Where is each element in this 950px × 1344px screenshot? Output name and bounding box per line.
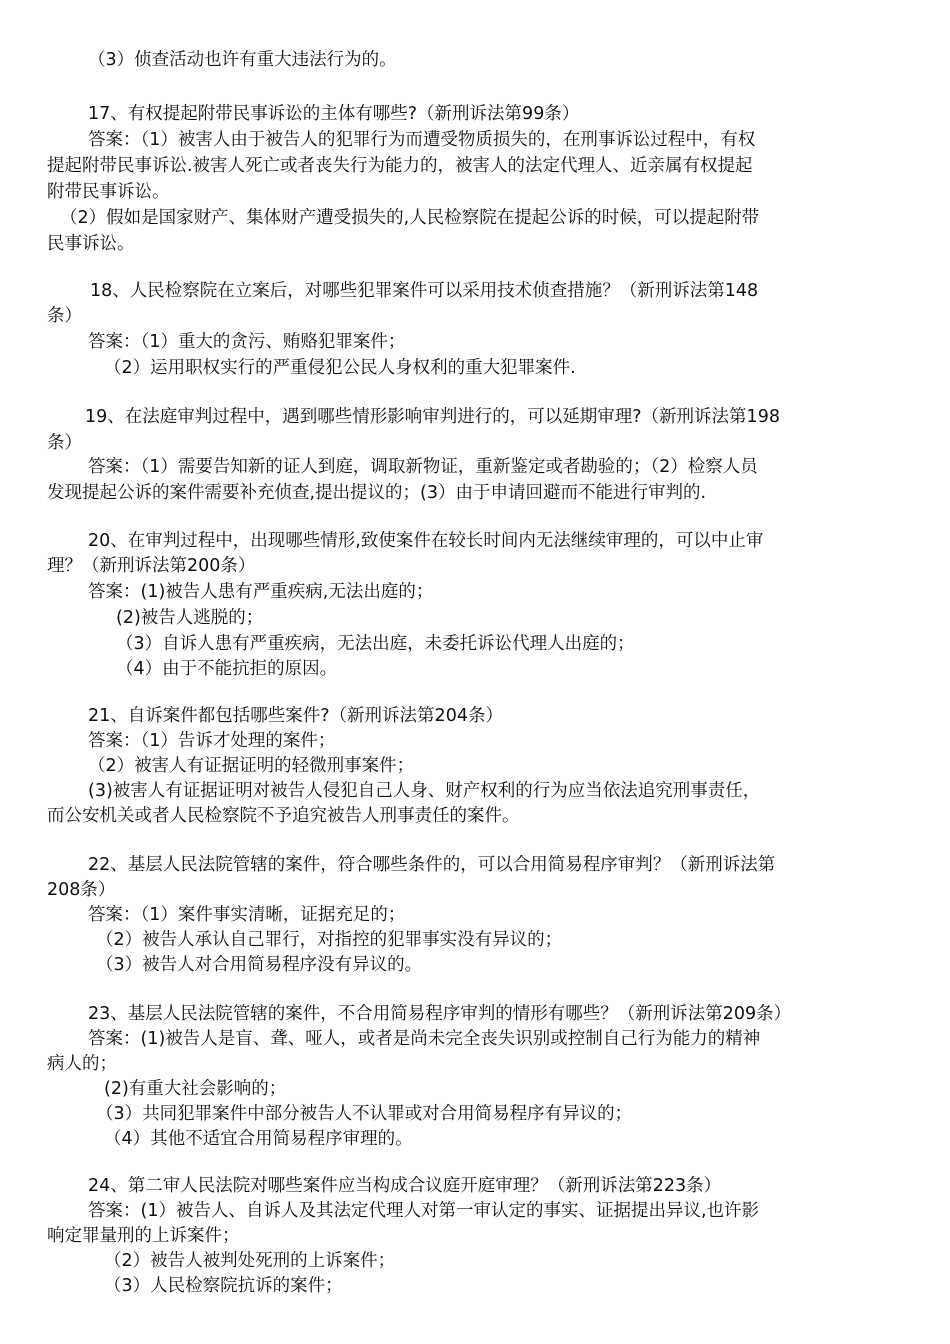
question-18-cont: 条） xyxy=(47,306,82,326)
answer-line: 答案：（1）告诉才处理的案件； xyxy=(88,731,336,751)
answer-line: （2）假如是国家财产、集体财产遭受损失的,人民检察院在提起公诉的时候，可以提起附带 xyxy=(60,208,760,228)
answer-line: （3）共同犯罪案件中部分被告人不认罪或对合用简易程序有异议的； xyxy=(96,1104,633,1124)
answer-line: 病人的； xyxy=(47,1054,117,1074)
answer-line: （3）自诉人患有严重疾病，无法出庭，未委托诉讼代理人出庭的； xyxy=(116,634,635,654)
question-17: 17、有权提起附带民事诉讼的主体有哪些?（新刑诉法第99条） xyxy=(88,104,580,124)
answer-line: （4）由于不能抗拒的原因。 xyxy=(116,659,338,679)
answer-line: 答案：(1)被告人是盲、聋、哑人，或者是尚未完全丧失识别或控制自己行为能力的精神 xyxy=(88,1029,761,1049)
answer-line: 答案：（1）重大的贪污、贿赂犯罪案件； xyxy=(88,332,406,352)
answer-line: （2）被害人有证据证明的轻微刑事案件； xyxy=(88,756,415,776)
question-24: 24、第二审人民法院对哪些案件应当构成合议庭开庭审理？（新刑诉法第223条） xyxy=(88,1176,722,1196)
answer-line: 答案：(1)被告人患有严重疾病,无法出庭的； xyxy=(88,582,434,602)
answer-line: 答案：（1）案件事实清晰，证据充足的； xyxy=(88,905,406,925)
answer-line: 而公安机关或者人民检察院不予追究被告人刑事责任的案件。 xyxy=(47,806,520,826)
question-22: 22、基层人民法院管辖的案件，符合哪些条件的，可以合用简易程序审判？（新刑诉法第 xyxy=(88,855,776,875)
question-20-cont: 理？（新刑诉法第200条） xyxy=(47,556,256,576)
question-20: 20、在审判过程中，出现哪些情形,致使案件在较长时间内无法继续审理的，可以中止审 xyxy=(88,531,764,551)
answer-line: (2)有重大社会影响的； xyxy=(104,1079,287,1099)
answer-line: 发现提起公诉的案件需要补充侦查,提出提议的；(3）由于申请回避而不能进行审判的. xyxy=(47,483,707,503)
answer-line: 民事诉讼。 xyxy=(47,234,135,254)
answer-line: 答案：(1）被告人、自诉人及其法定代理人对第一审认定的事实、证据提出异议,也许影 xyxy=(88,1201,760,1221)
answer-line: 答案：（1）被害人由于被告人的犯罪行为而遭受物质损失的，在刑事诉讼过程中，有权 xyxy=(88,130,756,150)
text-line: （3）侦查活动也许有重大违法行为的。 xyxy=(88,50,397,70)
answer-line: （2）被告人被判处死刑的上诉案件； xyxy=(104,1251,396,1271)
question-18: 18、人民检察院在立案后，对哪些犯罪案件可以采用技术侦查措施？（新刑诉法第148 xyxy=(90,281,759,301)
answer-line: 附带民事诉讼。 xyxy=(47,182,170,202)
answer-line: 提起附带民事诉讼.被害人死亡或者丧失行为能力的，被害人的法定代理人、近亲属有权提起 xyxy=(47,156,753,176)
question-19: 19、在法庭审判过程中，遇到哪些情形影响审判进行的，可以延期审理?（新刑诉法第198 xyxy=(85,407,780,427)
answer-line: （3）人民检察院抗诉的案件； xyxy=(104,1276,343,1296)
question-21: 21、自诉案件都包括哪些案件?（新刑诉法第204条） xyxy=(88,706,503,726)
answer-line: （2）被告人承认自己罪行，对指控的犯罪事实没有异议的； xyxy=(96,930,563,950)
answer-line: (3)被害人有证据证明对被告人侵犯自己人身、财产权利的行为应当依法追究刑事责任， xyxy=(88,781,761,801)
answer-line: (2)被告人逃脱的； xyxy=(116,608,264,628)
answer-line: （4）其他不适宜合用简易程序审理的。 xyxy=(104,1129,413,1149)
question-22-cont: 208条） xyxy=(47,880,116,900)
question-23: 23、基层人民法院管辖的案件，不合用简易程序审判的情形有哪些？（新刑诉法第209条） xyxy=(88,1004,792,1024)
answer-line: 响定罪量刑的上诉案件； xyxy=(47,1226,240,1246)
answer-line: （3）被告人对合用简易程序没有异议的。 xyxy=(96,955,423,975)
answer-line: （2）运用职权实行的严重侵犯公民人身权利的重大犯罪案件. xyxy=(104,358,576,378)
question-19-cont: 条） xyxy=(47,433,82,453)
answer-line: 答案：（1）需要告知新的证人到庭，调取新物证，重新鉴定或者勘验的；（2）检察人员 xyxy=(88,457,758,477)
